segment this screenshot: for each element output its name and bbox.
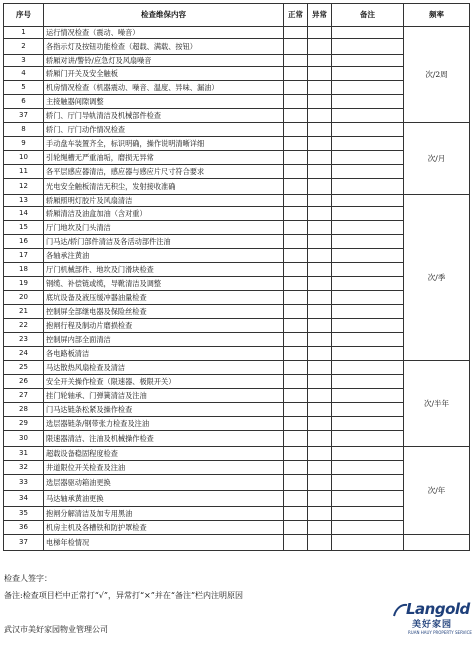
- normal-checkbox-cell[interactable]: [284, 81, 308, 95]
- header-content: 检查维保内容: [44, 4, 284, 27]
- row-content: 超载设备稳固程度检查: [44, 447, 284, 461]
- header-remark: 备注: [332, 4, 404, 27]
- frequency-cell: 次/年: [404, 447, 470, 535]
- row-number: 37: [4, 535, 44, 551]
- abnormal-checkbox-cell[interactable]: [308, 195, 332, 207]
- table-row: [4, 535, 470, 551]
- normal-checkbox-cell[interactable]: [284, 249, 308, 263]
- normal-checkbox-cell[interactable]: [284, 235, 308, 249]
- row-number: 10: [4, 151, 44, 165]
- abnormal-checkbox-cell[interactable]: [308, 55, 332, 67]
- row-number: 3: [4, 55, 44, 67]
- abnormal-checkbox-cell[interactable]: [308, 403, 332, 417]
- row-content: 厅门地坎及门头清洁: [44, 221, 284, 235]
- abnormal-checkbox-cell[interactable]: [308, 39, 332, 55]
- company-name: 武汉市美好家园物业管理公司: [4, 625, 108, 634]
- row-number: 25: [4, 361, 44, 375]
- row-content: 轿厢对讲/警铃/应急灯及风扇噪音: [44, 55, 284, 67]
- normal-checkbox-cell[interactable]: [284, 55, 308, 67]
- table-row: [4, 507, 470, 521]
- remark-cell[interactable]: [332, 375, 404, 389]
- remark-cell[interactable]: [332, 109, 404, 123]
- remark-cell[interactable]: [332, 151, 404, 165]
- abnormal-checkbox-cell[interactable]: [308, 319, 332, 333]
- abnormal-checkbox-cell[interactable]: [308, 207, 332, 221]
- table-row: [4, 235, 470, 249]
- table-row: [4, 431, 470, 447]
- remark-cell[interactable]: [332, 507, 404, 521]
- row-number: 26: [4, 375, 44, 389]
- row-content: 门马达/轿门部件清洁及各活动部件注油: [44, 235, 284, 249]
- row-number: 22: [4, 319, 44, 333]
- table-row: [4, 475, 470, 491]
- remark-note: 备注:检查项目栏中正常打“√”，异常打“×”并在“备注”栏内注明原因: [4, 591, 244, 600]
- normal-checkbox-cell[interactable]: [284, 305, 308, 319]
- remark-cell[interactable]: [332, 277, 404, 291]
- abnormal-checkbox-cell[interactable]: [308, 81, 332, 95]
- row-content: 钢缆、补偿链或缆，导靴清洁及调整: [44, 277, 284, 291]
- row-content: 机房情况检查（机器震动、噪音、温度、异味、漏油）: [44, 81, 284, 95]
- abnormal-checkbox-cell[interactable]: [308, 347, 332, 361]
- normal-checkbox-cell[interactable]: [284, 507, 308, 521]
- abnormal-checkbox-cell[interactable]: [308, 389, 332, 403]
- row-number: 34: [4, 491, 44, 507]
- abnormal-checkbox-cell[interactable]: [308, 95, 332, 109]
- row-number: 6: [4, 95, 44, 109]
- normal-checkbox-cell[interactable]: [284, 319, 308, 333]
- row-number: 23: [4, 333, 44, 347]
- row-content: 挂门轮轴承、门弹簧清洁及注油: [44, 389, 284, 403]
- normal-checkbox-cell[interactable]: [284, 403, 308, 417]
- inspector-signature-label: 检查人签字：: [4, 574, 52, 583]
- row-number: 32: [4, 461, 44, 475]
- table-row: [4, 55, 470, 67]
- row-number: 27: [4, 389, 44, 403]
- abnormal-checkbox-cell[interactable]: [308, 447, 332, 461]
- normal-checkbox-cell[interactable]: [284, 475, 308, 491]
- row-number: 1: [4, 27, 44, 39]
- remark-cell[interactable]: [332, 333, 404, 347]
- normal-checkbox-cell[interactable]: [284, 39, 308, 55]
- row-number: 33: [4, 475, 44, 491]
- normal-checkbox-cell[interactable]: [284, 137, 308, 151]
- abnormal-checkbox-cell[interactable]: [308, 305, 332, 319]
- remark-cell[interactable]: [332, 461, 404, 475]
- table-row: [4, 447, 470, 461]
- remark-cell[interactable]: [332, 67, 404, 81]
- row-number: 19: [4, 277, 44, 291]
- remark-cell[interactable]: [332, 389, 404, 403]
- frequency-cell: 次/月: [404, 123, 470, 195]
- normal-checkbox-cell[interactable]: [284, 109, 308, 123]
- row-content: 控制屏内部全面清洁: [44, 333, 284, 347]
- row-number: 11: [4, 165, 44, 179]
- normal-checkbox-cell[interactable]: [284, 431, 308, 447]
- table-row: [4, 109, 470, 123]
- remark-cell[interactable]: [332, 123, 404, 137]
- header-row: [4, 4, 470, 27]
- normal-checkbox-cell[interactable]: [284, 375, 308, 389]
- row-content: 轿厢门开关及安全触板: [44, 67, 284, 81]
- row-content: 机房主机及各槽铁和防护罩检查: [44, 521, 284, 535]
- normal-checkbox-cell[interactable]: [284, 461, 308, 475]
- table-row: [4, 417, 470, 431]
- normal-checkbox-cell[interactable]: [284, 27, 308, 39]
- row-content: 主接触器间隙调整: [44, 95, 284, 109]
- row-number: 35: [4, 507, 44, 521]
- header-abnormal: 异常: [308, 4, 332, 27]
- row-content: 选层器链条/钢带张力检查及注油: [44, 417, 284, 431]
- row-content: 各轴承注黄油: [44, 249, 284, 263]
- abnormal-checkbox-cell[interactable]: [308, 361, 332, 375]
- abnormal-checkbox-cell[interactable]: [308, 507, 332, 521]
- row-number: 14: [4, 207, 44, 221]
- normal-checkbox-cell[interactable]: [284, 123, 308, 137]
- table-row: [4, 207, 470, 221]
- abnormal-checkbox-cell[interactable]: [308, 431, 332, 447]
- table-row: [4, 39, 470, 55]
- remark-cell[interactable]: [332, 535, 404, 551]
- remark-cell[interactable]: [332, 165, 404, 179]
- row-number: 31: [4, 447, 44, 461]
- normal-checkbox-cell[interactable]: [284, 263, 308, 277]
- logo-wordmark: Langold: [406, 600, 470, 618]
- abnormal-checkbox-cell[interactable]: [308, 67, 332, 81]
- row-content: 轿厢清洁及油盒加油（含对重）: [44, 207, 284, 221]
- remark-cell[interactable]: [332, 305, 404, 319]
- row-content: 抱闸行程及制动片磨损检查: [44, 319, 284, 333]
- row-content: 电梯年检情况: [44, 535, 284, 551]
- row-number: 4: [4, 67, 44, 81]
- company-logo: [392, 600, 470, 640]
- row-content: 抱闸分解清洁及加专用黑油: [44, 507, 284, 521]
- abnormal-checkbox-cell[interactable]: [308, 263, 332, 277]
- logo-chinese-name: 美好家园: [412, 620, 453, 630]
- abnormal-checkbox-cell[interactable]: [308, 179, 332, 195]
- row-number: 20: [4, 291, 44, 305]
- frequency-cell: 次/季: [404, 195, 470, 361]
- frequency-cell: 次/2周: [404, 27, 470, 123]
- abnormal-checkbox-cell[interactable]: [308, 535, 332, 551]
- normal-checkbox-cell[interactable]: [284, 277, 308, 291]
- normal-checkbox-cell[interactable]: [284, 95, 308, 109]
- remark-cell[interactable]: [332, 491, 404, 507]
- normal-checkbox-cell[interactable]: [284, 535, 308, 551]
- remark-cell[interactable]: [332, 27, 404, 39]
- abnormal-checkbox-cell[interactable]: [308, 461, 332, 475]
- remark-cell[interactable]: [332, 195, 404, 207]
- row-number: 21: [4, 305, 44, 319]
- table-row: [4, 305, 470, 319]
- remark-cell[interactable]: [332, 235, 404, 249]
- abnormal-checkbox-cell[interactable]: [308, 333, 332, 347]
- row-number: 29: [4, 417, 44, 431]
- abnormal-checkbox-cell[interactable]: [308, 249, 332, 263]
- remark-cell[interactable]: [332, 361, 404, 375]
- normal-checkbox-cell[interactable]: [284, 291, 308, 305]
- remark-cell[interactable]: [332, 95, 404, 109]
- table-row: [4, 165, 470, 179]
- normal-checkbox-cell[interactable]: [284, 389, 308, 403]
- frequency-cell: 次/半年: [404, 361, 470, 447]
- normal-checkbox-cell[interactable]: [284, 347, 308, 361]
- abnormal-checkbox-cell[interactable]: [308, 417, 332, 431]
- table-row: [4, 403, 470, 417]
- remark-cell[interactable]: [332, 39, 404, 55]
- remark-cell[interactable]: [332, 81, 404, 95]
- maintenance-checklist-table: [3, 3, 470, 551]
- table-row: [4, 461, 470, 475]
- table-body: [4, 27, 470, 551]
- row-number: 16: [4, 235, 44, 249]
- remark-cell[interactable]: [332, 319, 404, 333]
- abnormal-checkbox-cell[interactable]: [308, 235, 332, 249]
- remark-cell[interactable]: [332, 249, 404, 263]
- table-row: [4, 521, 470, 535]
- table-row: [4, 347, 470, 361]
- remark-cell[interactable]: [332, 417, 404, 431]
- abnormal-checkbox-cell[interactable]: [308, 521, 332, 535]
- row-content: 选层器驱动箱油更换: [44, 475, 284, 491]
- row-content: 马达轴承黄油更换: [44, 491, 284, 507]
- remark-cell[interactable]: [332, 207, 404, 221]
- row-number: 15: [4, 221, 44, 235]
- abnormal-checkbox-cell[interactable]: [308, 475, 332, 491]
- normal-checkbox-cell[interactable]: [284, 179, 308, 195]
- normal-checkbox-cell[interactable]: [284, 195, 308, 207]
- row-number: 12: [4, 179, 44, 195]
- row-content: 手动盘车装置齐全，标识明确，操作说明清晰详细: [44, 137, 284, 151]
- row-number: 13: [4, 195, 44, 207]
- remark-cell[interactable]: [332, 263, 404, 277]
- remark-cell[interactable]: [332, 291, 404, 305]
- remark-cell[interactable]: [332, 221, 404, 235]
- table-row: [4, 95, 470, 109]
- normal-checkbox-cell[interactable]: [284, 67, 308, 81]
- table-row: [4, 319, 470, 333]
- table-row: [4, 151, 470, 165]
- row-number: 17: [4, 249, 44, 263]
- table-row: [4, 221, 470, 235]
- row-number: 28: [4, 403, 44, 417]
- row-content: 底坑设备及液压缓冲器油量检查: [44, 291, 284, 305]
- row-number: 18: [4, 263, 44, 277]
- row-number: 30: [4, 431, 44, 447]
- table-row: [4, 81, 470, 95]
- abnormal-checkbox-cell[interactable]: [308, 165, 332, 179]
- table-row: [4, 67, 470, 81]
- row-number: 36: [4, 521, 44, 535]
- row-content: 轿厢照明灯胶片及风扇清洁: [44, 195, 284, 207]
- normal-checkbox-cell[interactable]: [284, 165, 308, 179]
- row-content: 光电安全触板清洁无积尘，发射接收准确: [44, 179, 284, 195]
- remark-cell[interactable]: [332, 447, 404, 461]
- table-row: [4, 291, 470, 305]
- header-no: 序号: [4, 4, 44, 27]
- row-content: 井道限位开关检查及注油: [44, 461, 284, 475]
- table-row: [4, 123, 470, 137]
- row-number: 8: [4, 123, 44, 137]
- table-row: [4, 277, 470, 291]
- remark-cell[interactable]: [332, 55, 404, 67]
- remark-cell[interactable]: [332, 521, 404, 535]
- row-content: 引轮绳槽无严重油垢，磨损无异常: [44, 151, 284, 165]
- row-content: 各电路板清洁: [44, 347, 284, 361]
- abnormal-checkbox-cell[interactable]: [308, 123, 332, 137]
- row-number: 24: [4, 347, 44, 361]
- normal-checkbox-cell[interactable]: [284, 361, 308, 375]
- remark-cell[interactable]: [332, 403, 404, 417]
- normal-checkbox-cell[interactable]: [284, 447, 308, 461]
- row-number: 37: [4, 109, 44, 123]
- row-number: 2: [4, 39, 44, 55]
- normal-checkbox-cell[interactable]: [284, 207, 308, 221]
- abnormal-checkbox-cell[interactable]: [308, 375, 332, 389]
- table-row: [4, 249, 470, 263]
- remark-cell[interactable]: [332, 431, 404, 447]
- row-content: 运行情况检查（震动、噪音）: [44, 27, 284, 39]
- table-row: [4, 263, 470, 277]
- row-content: 各平层感应器清洁，感应器与感应片尺寸符合要求: [44, 165, 284, 179]
- logo-english-tagline: RUAN HAUY PROPERTY SERVICE: [408, 630, 472, 635]
- header-normal: 正常: [284, 4, 308, 27]
- remark-cell[interactable]: [332, 347, 404, 361]
- remark-cell[interactable]: [332, 137, 404, 151]
- abnormal-checkbox-cell[interactable]: [308, 27, 332, 39]
- header-frequency: 频率: [404, 4, 470, 27]
- table-row: [4, 27, 470, 39]
- table-row: [4, 389, 470, 403]
- table-row: [4, 361, 470, 375]
- abnormal-checkbox-cell[interactable]: [308, 109, 332, 123]
- row-content: 轿门、厅门动作情况检查: [44, 123, 284, 137]
- normal-checkbox-cell[interactable]: [284, 521, 308, 535]
- row-content: 安全开关操作检查（限速器、极限开关）: [44, 375, 284, 389]
- row-content: 门马达链条松紧及操作检查: [44, 403, 284, 417]
- table-row: [4, 333, 470, 347]
- remark-cell[interactable]: [332, 475, 404, 491]
- abnormal-checkbox-cell[interactable]: [308, 137, 332, 151]
- normal-checkbox-cell[interactable]: [284, 151, 308, 165]
- remark-cell[interactable]: [332, 179, 404, 195]
- table-row: [4, 491, 470, 507]
- row-content: 轿门、厅门导轨清洁及机械部件检查: [44, 109, 284, 123]
- row-content: 限速器清洁、注油及机械操作检查: [44, 431, 284, 447]
- normal-checkbox-cell[interactable]: [284, 491, 308, 507]
- row-content: 马达散热风扇检查及清洁: [44, 361, 284, 375]
- abnormal-checkbox-cell[interactable]: [308, 291, 332, 305]
- normal-checkbox-cell[interactable]: [284, 221, 308, 235]
- row-content: 厅门机械部件、地坎及门滑块检查: [44, 263, 284, 277]
- abnormal-checkbox-cell[interactable]: [308, 491, 332, 507]
- table-row: [4, 195, 470, 207]
- abnormal-checkbox-cell[interactable]: [308, 221, 332, 235]
- row-number: 5: [4, 81, 44, 95]
- abnormal-checkbox-cell[interactable]: [308, 151, 332, 165]
- table-row: [4, 179, 470, 195]
- normal-checkbox-cell[interactable]: [284, 333, 308, 347]
- normal-checkbox-cell[interactable]: [284, 417, 308, 431]
- frequency-cell: [404, 535, 470, 551]
- row-number: 9: [4, 137, 44, 151]
- row-content: 控制屏全部继电器及保险丝检查: [44, 305, 284, 319]
- row-content: 各指示灯及按钮功能检查（超载、满载、按钮）: [44, 39, 284, 55]
- abnormal-checkbox-cell[interactable]: [308, 277, 332, 291]
- table-row: [4, 137, 470, 151]
- table-row: [4, 375, 470, 389]
